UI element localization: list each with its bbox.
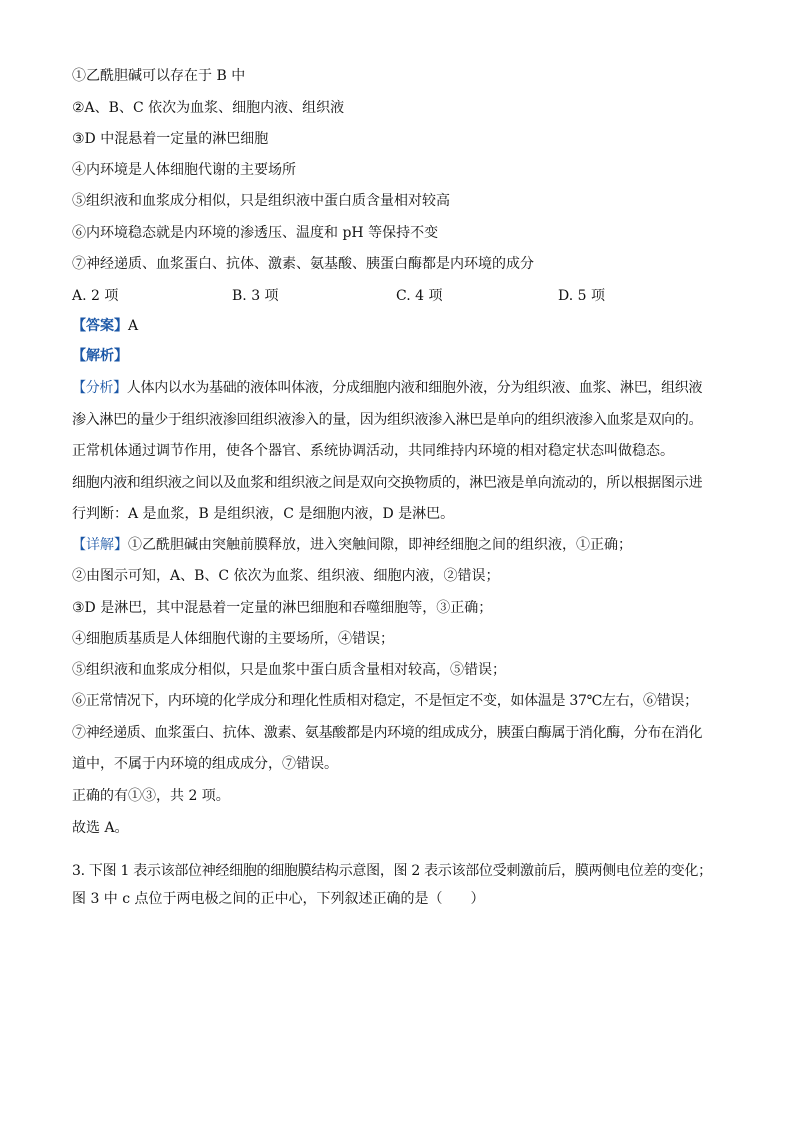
xiangjie-line-8: 道中，不属于内环境的组成成分，⑦错误。 [72,756,338,772]
option-d: D. 5 项 [558,288,605,304]
statement-5: ⑤组织液和血浆成分相似，只是组织液中蛋白质含量相对较高 [72,193,450,209]
answer-options [72,286,722,306]
xiangjie-choice: 故选 A。 [72,820,129,836]
fenxi-line-1 [72,378,722,398]
xiangjie-line-6: ⑥正常情况下，内环境的化学成分和理化性质相对稳定，不是恒定不变，如体温是 37℃左右，⑥错误； [72,693,698,709]
question-3-line-2: 图 3 中 c 点位于两电极之间的正中心，下列叙述正确的是（ ） [72,891,485,907]
xiangjie-correct-count: 正确的有①③，共 2 项。 [72,788,230,804]
xiangjie-tag: 【详解】 [72,537,128,553]
option-c: C. 4 项 [396,288,443,304]
answer-value: A [128,318,139,334]
statement-3: ③D 中混悬着一定量的淋巴细胞 [72,131,269,147]
answer-line [72,316,722,336]
question-3-line-1: 3. 下图 1 表示该部位神经细胞的细胞膜结构示意图，图 2 表示该部位受刺激前后，膜两侧电位差的变化； [72,863,712,879]
fenxi-line-5: 行判断：A 是血浆，B 是组织液，C 是细胞内液，D 是淋巴。 [72,506,455,522]
xiangjie-line-7: ⑦神经递质、血浆蛋白、抗体、激素、氨基酸都是内环境的组成成分，胰蛋白酶属于消化酶，分布在消化 [72,725,703,741]
statement-2: ②A、B、C 依次为血浆、细胞内液、组织液 [72,100,345,116]
fenxi-line-3: 正常机体通过调节作用，使各个器官、系统协调活动，共同维持内环境的相对稳定状态叫做稳态。 [72,443,674,459]
fenxi-line-4: 细胞内液和组织液之间以及血浆和组织液之间是双向交换物质的，淋巴液是单向流动的，所以根据图示进 [72,475,703,491]
fenxi-line-2: 渗入淋巴的量少于组织液渗回组织液渗入的量，因为组织液渗入淋巴是单向的组织液渗入血浆是双向的。 [72,412,703,428]
statement-1: ①乙酰胆碱可以存在于 B 中 [72,68,246,84]
answer-tag: 【答案】 [72,318,128,334]
option-a: A. 2 项 [72,288,119,304]
fenxi-text-1: 人体内以水为基础的液体叫体液，分成细胞内液和细胞外液，分为组织液、血浆、淋巴，组织液 [126,380,703,396]
statement-7: ⑦神经递质、血浆蛋白、抗体、激素、氨基酸、胰蛋白酶都是内环境的成分 [72,256,534,272]
xiangjie-line-4: ④细胞质基质是人体细胞代谢的主要场所，④错误； [72,631,394,647]
statement-4: ④内环境是人体细胞代谢的主要场所 [72,162,296,178]
option-b: B. 3 项 [232,288,279,304]
analysis-tag: 【解析】 [72,348,128,364]
xiangjie-line-1 [72,535,722,555]
xiangjie-line-2: ②由图示可知，A、B、C 依次为血浆、组织液、细胞内液，②错误； [72,568,500,584]
analysis-heading [72,346,722,366]
xiangjie-line-3: ③D 是淋巴，其中混悬着一定量的淋巴细胞和吞噬细胞等，③正确； [72,600,493,616]
xiangjie-line-5: ⑤组织液和血浆成分相似，只是血浆中蛋白质含量相对较高，⑤错误； [72,662,506,678]
xiangjie-text-1: ①乙酰胆碱由突触前膜释放，进入突触间隙，即神经细胞之间的组织液，①正确； [128,537,632,553]
statement-6: ⑥内环境稳态就是内环境的渗透压、温度和 pH 等保持不变 [72,225,439,241]
fenxi-tag: 【分析】 [72,380,127,396]
